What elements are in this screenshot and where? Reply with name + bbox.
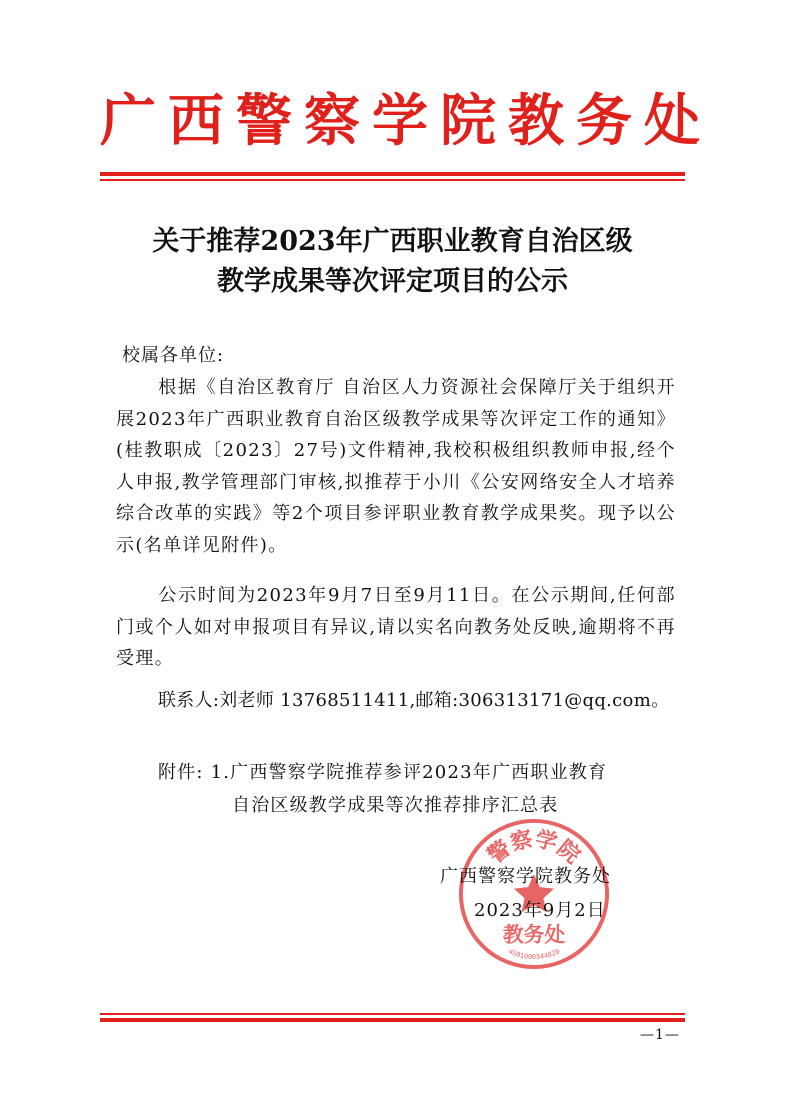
attachment-line-1: 附件: 1.广西警察学院推荐参评2023年广西职业教育 [158,762,608,783]
body-paragraph-1: 根据《自治区教育厅 自治区人力资源社会保障厅关于组织开展2023年广西职业教育自治区级教学成果等次评定工作的通知》(桂教职成〔2023〕27号)文件精神,我校积极组织教师申报,经个人申报,教学管理部门审核,拟推荐于小川《公安网络安全人才培养综合改革的实践》等2个项目参评职业教育教学成果奖。现予以公示(名单详见附件)。 [116,377,676,556]
signature-organization: 广西警察学院教务处 [440,866,611,887]
attachment-line-2: 自治区级教学成果等次推荐排序汇总表 [232,795,559,816]
footer-divider-thick [100,1018,685,1022]
masthead-divider-thin [100,179,685,181]
footer-divider-thin [100,1013,685,1015]
document-title-line-1: 关于推荐2023年广西职业教育自治区级 [152,226,633,257]
page-number: —1— [640,1027,680,1043]
salutation: 校属各单位: [122,345,225,366]
document-title-line-2: 教学成果等次评定项目的公示 [217,266,568,297]
body-paragraph-2: 公示时间为2023年9月7日至9月11日。在公示期间,任何部门或个人如对申报项目有异议,请以实名向教务处反映,逾期将不再受理。 [116,585,676,669]
signature-date: 2023年9月2日 [474,900,606,921]
contact-line: 联系人:刘老师 13768511411,邮箱:306313171@qq.com。 [158,690,670,711]
seal-serial-number: 4501000344820 [507,947,561,962]
official-seal-stamp [455,815,613,973]
svg-text:4501000344820 [507,947,561,961]
seal-center-text: 教务处 [502,922,566,947]
masthead-divider-thick [100,172,685,176]
masthead-title: 广西警察学院教务处 [100,88,712,154]
seal-top-text: 警察学院 [483,826,585,869]
